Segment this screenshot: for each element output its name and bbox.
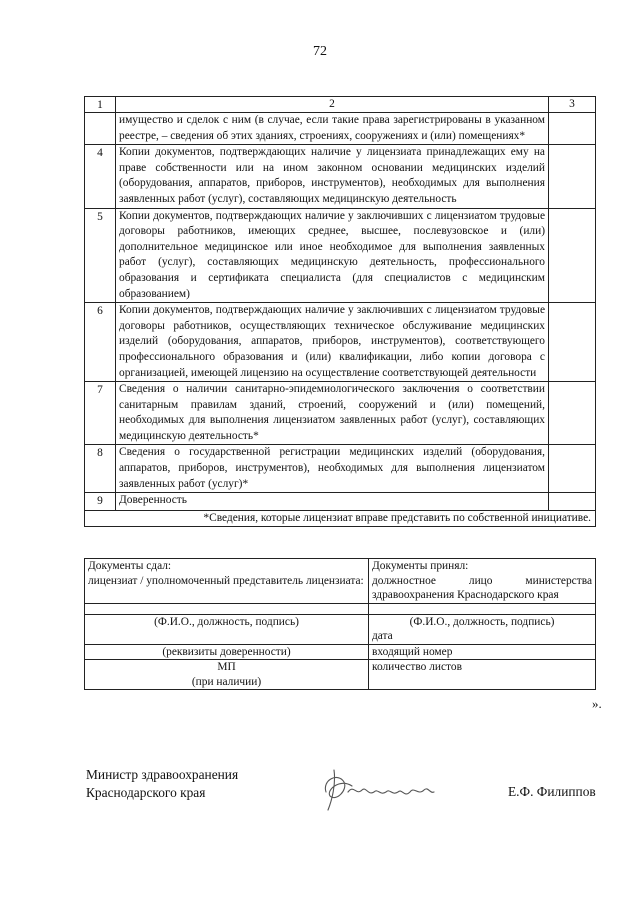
submitter-caption-text: (Ф.И.О., должность, подпись) [154, 615, 299, 628]
accepted-heading: Документы принял: [372, 560, 469, 572]
header-col-2: 2 [116, 97, 549, 113]
handwritten-signature [318, 762, 438, 814]
row-text: имущество и сделок с ним (в случае, если такие права зарегистрированы в указанном реестре, – сведения об этих зданиях, строениях, сооружениях и (или) помещениях* [116, 113, 549, 145]
acceptor-role: должностное лицо министерства здравоохранения Краснодарского края [372, 574, 592, 601]
row-col3 [549, 303, 596, 382]
table-row [85, 445, 596, 493]
header-col-1: 1 [85, 97, 116, 113]
row-number: 7 [85, 382, 116, 445]
table-row [85, 145, 596, 208]
row-text: Сведения о наличии санитарно-эпидемиологического заключения о соответствии санитарным правилам зданий, строений, сооружений и (или) помещений, необходимых для выполнения лицензиатом заявленных работ (услуг), составляющих медицинскую деятельность* [116, 382, 549, 445]
closing-quote: ». [592, 696, 602, 711]
row-number: 6 [85, 303, 116, 382]
row-col3 [549, 145, 596, 208]
page-number: 72 [313, 44, 327, 59]
sheet-count: количество листов [369, 660, 596, 690]
signature-space-right [369, 603, 596, 614]
table-row [85, 303, 596, 382]
row-text: Копии документов, подтверждающих наличие у заключивших с лицензиатом трудовые договоры работников, имеющих среднее, высшее, послевузовское и (или) дополнительное медицинское или иное необходимое для выполнения заявленных работ (услуг), составляющих медицинскую деятельность, профессионального образования и сертификата специалиста (для специалистов с медицинским образованием) [116, 208, 549, 303]
footnote: *Сведения, которые лицензиат вправе представить по собственной инициативе. [85, 510, 596, 527]
row-number: 8 [85, 445, 116, 493]
signature-space-left [85, 603, 369, 614]
table-header-row [85, 97, 596, 113]
proxy-row [85, 644, 596, 660]
documents-table [84, 96, 596, 527]
minister-name: Е.Ф. Филиппов [508, 784, 596, 799]
proxy-details: (реквизиты доверенности) [85, 644, 369, 660]
row-text: Копии документов, подтверждающих наличие у лицензиата принадлежащих ему на праве собственности или на ином законном основании медицинских изделий (оборудования, аппаратов, приборов, инструментов), необходимых для выполнения заявленных работ (услуг), составляющих медицинскую деятельность [116, 145, 549, 208]
row-text: Доверенность [116, 493, 549, 511]
minister-title [86, 766, 238, 802]
table-row [85, 382, 596, 445]
row-col3 [549, 113, 596, 145]
row-col3 [549, 382, 596, 445]
blank-row [85, 603, 596, 614]
minister-title-line2: Краснодарского края [86, 785, 206, 800]
header-col-3: 3 [549, 97, 596, 113]
row-col3 [549, 445, 596, 493]
date-label: дата [372, 630, 393, 642]
stamp-note: (при наличии) [191, 675, 262, 688]
row-number: 4 [85, 145, 116, 208]
handover-left-cell [85, 559, 369, 604]
handover-right-cell [369, 559, 596, 604]
row-number [85, 113, 116, 145]
stamp-cell [85, 660, 369, 690]
row-number: 5 [85, 208, 116, 303]
stamp-label: МП [217, 661, 236, 673]
submitter-caption [85, 614, 369, 644]
incoming-number: входящий номер [369, 644, 596, 660]
submitter-role: лицензиат / уполномоченный представитель лицензиата: [88, 574, 364, 587]
row-number: 9 [85, 493, 116, 511]
row-col3 [549, 208, 596, 303]
acceptor-caption [369, 614, 596, 644]
footnote-row [85, 510, 596, 527]
caption-row [85, 614, 596, 644]
row-col3 [549, 493, 596, 511]
submitted-heading: Документы сдал: [88, 560, 172, 572]
table-row [85, 113, 596, 145]
table-row [85, 493, 596, 511]
handover-table [84, 558, 596, 690]
row-text: Сведения о государственной регистрации медицинских изделий (оборудования, аппаратов, приборов, инструментов), необходимых для выполнения лицензиатом заявленных работ (услуг)* [116, 445, 549, 493]
minister-title-line1: Министр здравоохранения [86, 767, 239, 782]
row-text: Копии документов, подтверждающих наличие у заключивших с лицензиатом трудовые договоры работников, осуществляющих техническое обслуживание медицинских изделий (оборудования, аппаратов, приборов, инструментов), соответствующего профессионального образования и (или) квалификации, либо копии договора с организацией, имеющей лицензию на осуществление соответствующей деятельности [116, 303, 549, 382]
acceptor-caption-text: (Ф.И.О., должность, подпись) [409, 615, 555, 628]
stamp-row [85, 660, 596, 690]
handover-heading-row [85, 559, 596, 604]
table-row [85, 208, 596, 303]
